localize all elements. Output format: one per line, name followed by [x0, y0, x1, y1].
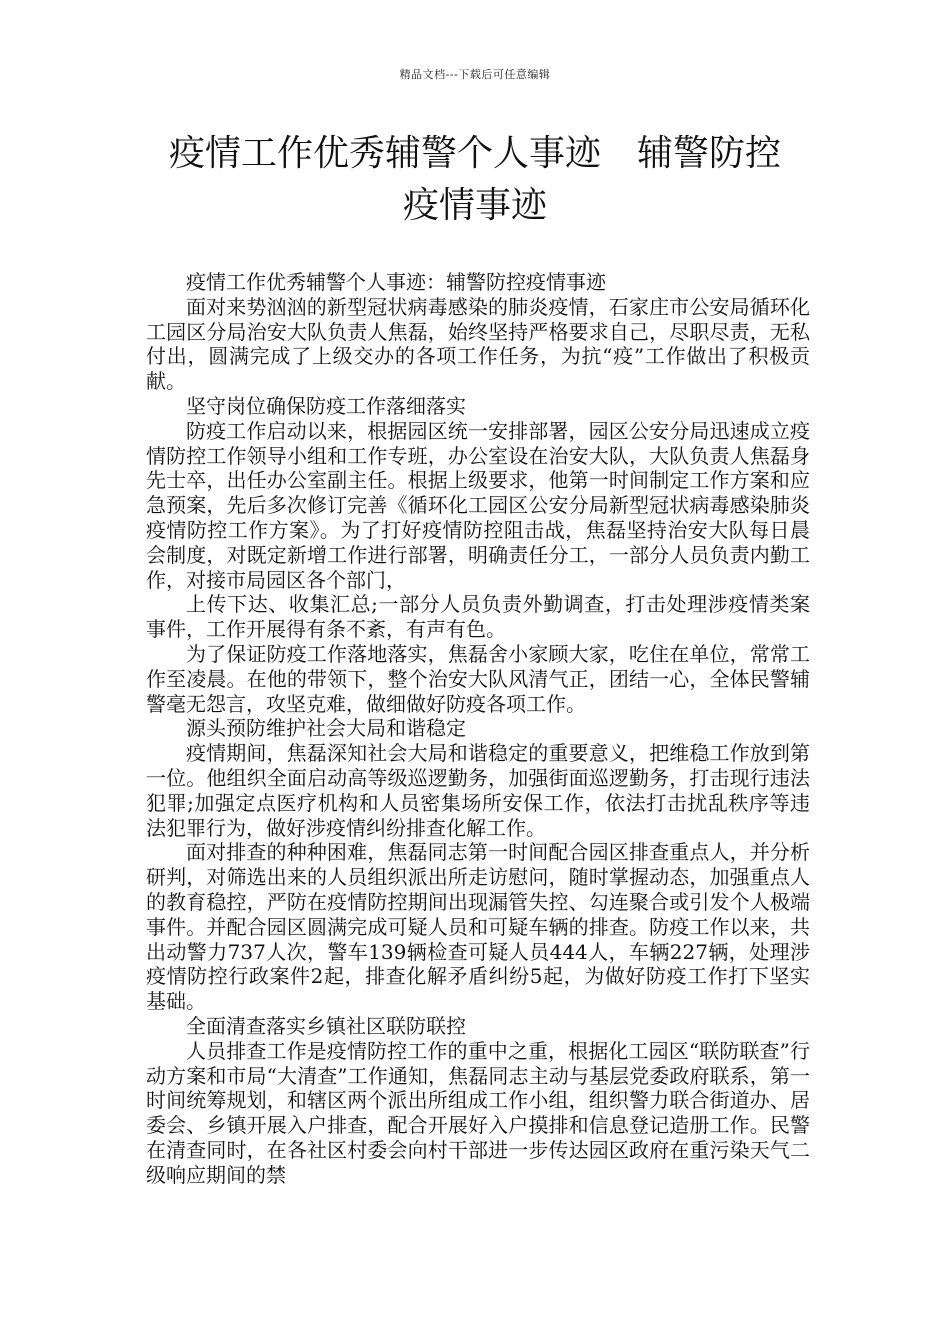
- paragraph: 面对来势汹汹的新型冠状病毒感染的肺炎疫情，石家庄市公安局循环化工园区分局治安大队负责人焦磊，始终坚持严格要求自己，尽职尽责，无私付出，圆满完成了上级交办的各项工作任务，为抗“疫”工作做出了积极贡献。: [146, 294, 810, 394]
- title-line-2: 疫情事迹: [402, 185, 547, 226]
- paragraph: 面对排查的种种困难，焦磊同志第一时间配合园区排查重点人，并分析研判，对筛选出来的人员组织派出所走访慰问，随时掌握动态，加强重点人的教育稳控，严防在疫情防控期间出现漏管失控、勾连聚合或引发个人极端事件。并配合园区圆满完成可疑人员和可疑车辆的排查。防疫工作以来，共出动警力737人次，警车139辆检查可疑人员444人，车辆227辆，处理涉疫情防控行政案件2起，排查化解矛盾纠纷5起，为做好防疫工作打下坚实基础。: [146, 840, 810, 1014]
- title-line-1: 疫情工作优秀辅警个人事迹 辅警防控: [168, 133, 781, 174]
- paragraph: 上传下达、收集汇总;一部分人员负责外勤调查，打击处理涉疫情类案事件，工作开展得有条不紊，有声有色。: [146, 592, 810, 642]
- paragraph: 为了保证防疫工作落地落实，焦磊舍小家顾大家，吃住在单位，常常工作至凌晨。在他的带领下，整个治安大队风清气正，团结一心，全体民警辅警毫无怨言，攻坚克难，做细做好防疫各项工作。: [146, 641, 810, 716]
- document-title: [140, 128, 810, 232]
- section-heading: 源头预防维护社会大局和谐稳定: [186, 716, 466, 741]
- paragraph: 疫情期间，焦磊深知社会大局和谐稳定的重要意义，把维稳工作放到第一位。他组织全面启动高等级巡逻勤务，加强街面巡逻勤务，打击现行违法犯罪;加强定点医疗机构和人员密集场所安保工作，依法打击扰乱秩序等违法犯罪行为，做好涉疫情纠纷排查化解工作。: [146, 741, 810, 840]
- header-note: 精品文档---下载后可任意编辑: [399, 68, 551, 81]
- section-heading: 全面清查落实乡镇社区联防联控: [186, 1013, 466, 1038]
- section-heading: 坚守岗位确保防疫工作落细落实: [186, 393, 466, 418]
- paragraph-intro-heading: 疫情工作优秀辅警个人事迹：辅警防控疫情事迹: [186, 270, 606, 294]
- paragraph: 防疫工作启动以来，根据园区统一安排部署，园区公安分局迅速成立疫情防控工作领导小组和工作专班，办公室设在治安大队，大队负责人焦磊身先士卒，出任办公室副主任。根据上级要求，他第一时间制定工作方案和应急预案，先后多次修订完善《循环化工园区公安分局新型冠状病毒感染肺炎疫情防控工作方案》。为了打好疫情防控阻击战，焦磊坚持治安大队每日晨会制度，对既定新增工作进行部署，明确责任分工，一部分人员负责内勤工作，对接市局园区各个部门，: [146, 418, 810, 592]
- document-body: [146, 270, 810, 1187]
- paragraph: 人员排查工作是疫情防控工作的重中之重，根据化工园区“联防联查”行动方案和市局“大清查”工作通知，焦磊同志主动与基层党委政府联系，第一时间统筹规划，和辖区两个派出所组成工作小组，组织警力联合街道办、居委会、乡镇开展入户排查，配合开展好入户摸排和信息登记造册工作。民警在清查同时，在各社区村委会向村干部进一步传达园区政府在重污染天气二级响应期间的禁: [146, 1038, 810, 1187]
